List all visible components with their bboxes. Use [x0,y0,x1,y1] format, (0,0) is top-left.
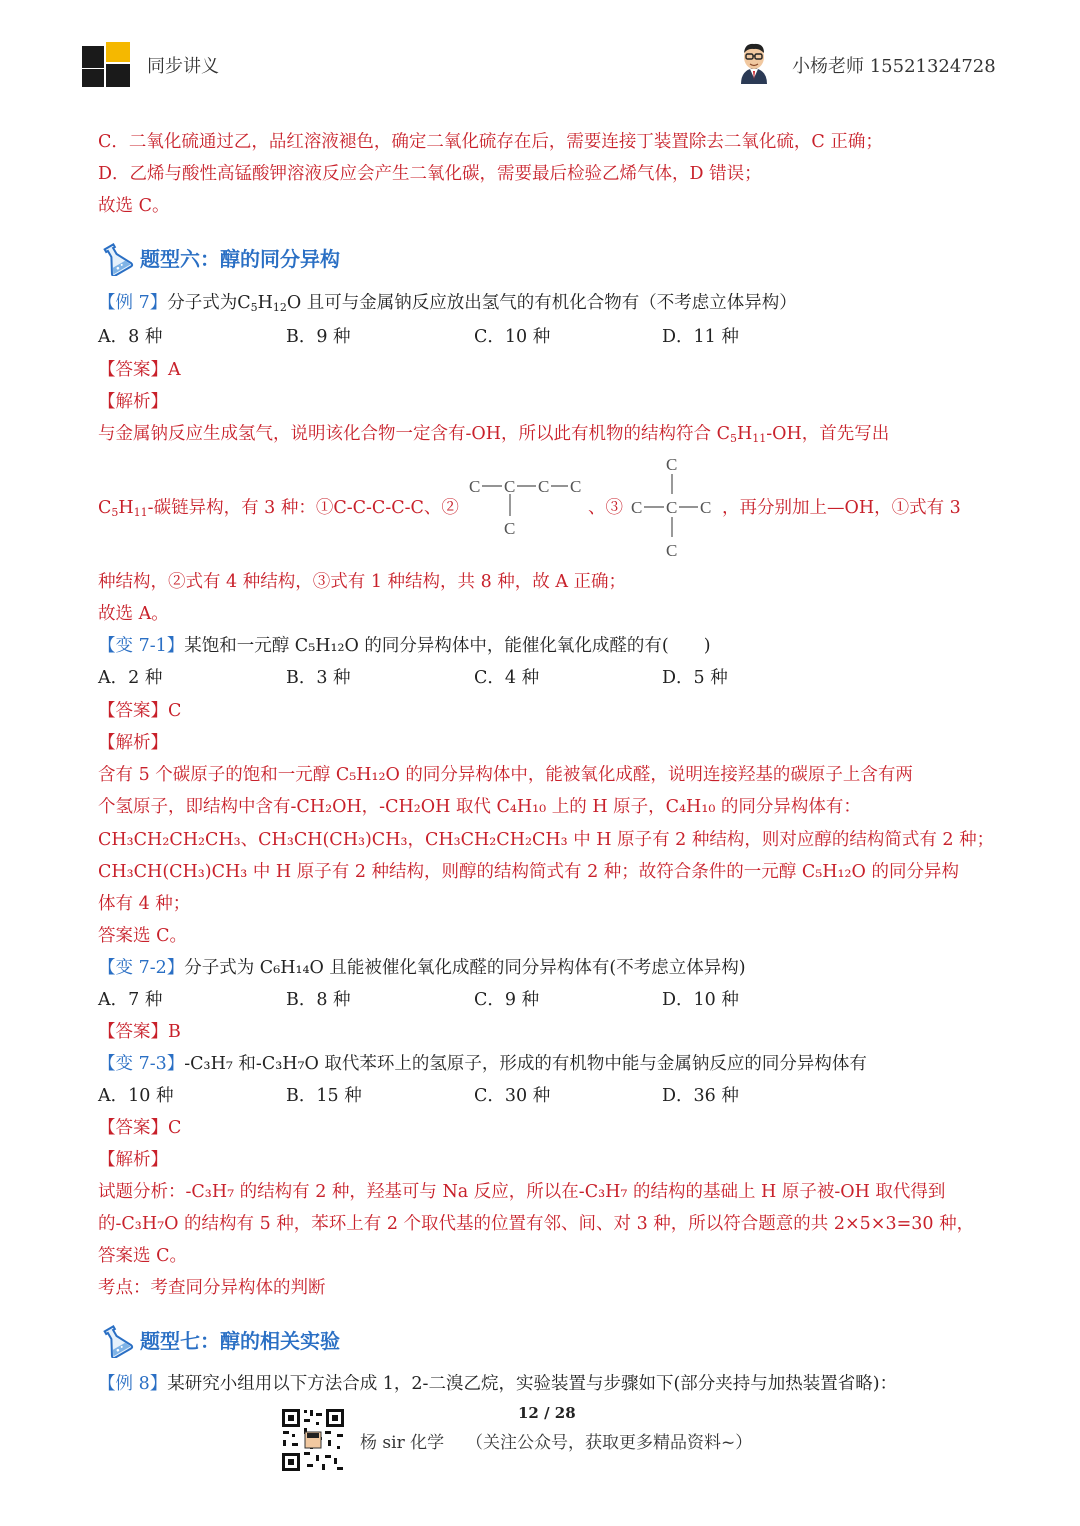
answer-tag: 【答案】 [98,360,168,380]
atom-c: C [666,498,678,517]
example-7-answer [98,358,181,382]
variant-7-1-answer [98,699,181,723]
option-b: B．15 种 [286,1086,362,1106]
variant-7-1-analysis-6: 答案选 C。 [98,926,187,946]
option-a: A．7 种 [98,990,163,1010]
variant-7-1-analysis-3: CH₃CH₂CH₂CH₃、CH₃CH(CH₃)CH₃，CH₃CH₂CH₂CH₃ 中 H 原子有 2 种结构，则对应醇的结构简式有 2 种； [98,830,995,850]
example-8-tag: 【例 8】 [98,1374,168,1394]
q-text: 分子式为C [167,293,251,313]
q-text: 某饱和一元醇 C₅H₁₂O 的同分异构体中，能催化氧化成醛的有( ) [184,636,711,656]
atom-c: C [666,541,678,560]
example-7-analysis-tag: 【解析】 [98,392,168,412]
example-7-analysis-1 [98,422,889,446]
atom-c: C [469,477,481,496]
option-d: D．11 种 [662,327,739,347]
option-a: A．8 种 [98,327,163,347]
variant-7-1-analysis-2: 个氢原子，即结构中含有-CH₂OH，-CH₂OH 取代 C₄H₁₀ 上的 H 原子，C₄H₁₀ 的同分异构体有： [98,797,861,817]
analysis-line-d: D．乙烯与酸性高锰酸钾溶液反应会产生二氧化碳，需要最后检验乙烯气体，D 错误； [98,164,762,184]
atom-c: C [570,477,582,496]
option-a: A．10 种 [98,1086,174,1106]
variant-7-3-analysis-1: 试题分析：-C₃H₇ 的结构有 2 种，羟基可与 Na 反应，所以在-C₃H₇ 的结构的基础上 H 原子被-OH 取代得到 [98,1182,946,1202]
carbon-chain-structure-3 [628,450,718,562]
option-d: D．36 种 [662,1086,739,1106]
footer-brand: 杨 sir 化学 [360,1433,445,1453]
sub: 12 [272,301,287,314]
q-text: -C₃H₇ 和-C₃H₇O 取代苯环上的氢原子，形成的有机物中能与金属钠反应的同分异构体有 [184,1054,867,1074]
example-8-question [98,1372,897,1396]
variant-7-1-analysis-1: 含有 5 个碳原子的饱和一元醇 C₅H₁₂O 的同分异构体中，能被氧化成醛，说明连接羟基的碳原子上含有两 [98,765,913,785]
text: C [98,498,112,518]
option-c: C．4 种 [474,668,540,688]
variant-7-3-answer [98,1116,181,1140]
text: H [736,424,753,444]
answer-value: C [168,1118,182,1138]
answer-value: A [168,360,181,380]
sub: 5 [111,506,119,519]
option-c: C．30 种 [474,1086,551,1106]
section-title-7: 题型七：醇的相关实验 [140,1329,340,1353]
q-text: 分子式为 C₆H₁₄O 且能被催化氧化成醛的同分异构体有(不考虑立体异构) [184,958,746,978]
variant-7-2-tag: 【变 7-2】 [98,958,185,978]
text: 与金属钠反应生成氢气，说明该化合物一定含有-OH，所以此有机物的结构符合 C [98,424,730,444]
teacher-avatar-icon [735,40,773,84]
answer-tag: 【答案】 [98,1022,168,1042]
option-a: A．2 种 [98,668,163,688]
answer-value: C [168,701,182,721]
brand-logo-icon [82,42,134,88]
atom-c: C [538,477,550,496]
variant-7-2-question [98,956,746,980]
atom-c: C [504,477,516,496]
text: -碳链异构，有 3 种：①C-C-C-C-C、② [147,498,459,518]
answer-tag: 【答案】 [98,1118,168,1138]
answer-tag: 【答案】 [98,701,168,721]
atom-c: C [666,455,678,474]
option-b: B．3 种 [286,668,351,688]
variant-7-1-tag: 【变 7-1】 [98,636,185,656]
variant-7-3-analysis-tag: 【解析】 [98,1150,168,1170]
atom-c: C [631,498,643,517]
example-7-analysis-3: 种结构，②式有 4 种结构，③式有 1 种结构，共 8 种，故 A 正确； [98,572,627,592]
option-c: C．9 种 [474,990,540,1010]
option-b: B．9 种 [286,327,351,347]
variant-7-3-analysis-2: 的-C₃H₇O 的结构有 5 种，苯环上有 2 个取代基的位置有邻、间、对 3 种，所以符合题意的共 2×5×3=30 种， [98,1214,975,1234]
option-b: B．8 种 [286,990,351,1010]
sub: 5 [250,301,258,314]
q-text: 某研究小组用以下方法合成 1，2-二溴乙烷，实验装置与步骤如下(部分夹持与加热装置省略)： [167,1374,898,1394]
analysis-choice: 故选 C。 [98,196,170,216]
variant-7-1-analysis-4: CH₃CH(CH₃)CH₃ 中 H 原子有 2 种结构，则醇的结构简式有 2 种；故符合条件的一元醇 C₅H₁₂O 的同分异构 [98,862,959,882]
carbon-chain-structure-2 [466,472,584,542]
answer-value: B [168,1022,181,1042]
qr-code-icon [280,1407,346,1473]
example-7-analysis-2b: 、③ [588,498,623,518]
header-title: 同步讲义 [147,56,219,77]
example-7-analysis-2a [98,496,459,520]
sub: 11 [133,506,148,519]
option-d: D．5 种 [662,668,728,688]
sub: 11 [752,432,767,445]
variant-7-1-question [98,634,711,658]
example-7-tag: 【例 7】 [98,293,168,313]
analysis-line-c: C．二氧化硫通过乙，品红溶液褪色，确定二氧化硫存在后，需要连接丁装置除去二氧化硫，C 正确； [98,132,883,152]
teacher-contact: 小杨老师 15521324728 [792,56,996,77]
variant-7-3-analysis-3: 答案选 C。 [98,1246,187,1266]
variant-7-3-tag: 【变 7-3】 [98,1054,185,1074]
sub: 5 [729,432,737,445]
variant-7-2-answer [98,1020,181,1044]
q-text: H [257,293,273,313]
variant-7-1-analysis-tag: 【解析】 [98,733,168,753]
atom-c: C [504,519,516,538]
variant-7-3-question [98,1052,867,1076]
atom-c: C [700,498,712,517]
example-7-analysis-2c: ，再分别加上—OH，①式有 3 [722,498,961,518]
flask-icon [98,242,134,276]
example-7-analysis-4: 故选 A。 [98,604,169,624]
option-d: D．10 种 [662,990,739,1010]
example-7-question [98,291,797,315]
flask-icon [98,1324,134,1358]
text: -OH，首先写出 [766,424,890,444]
option-c: C．10 种 [474,327,551,347]
variant-7-1-analysis-5: 体有 4 种； [98,894,191,914]
text: H [118,498,134,518]
q-text: O 且可与金属钠反应放出氢气的有机化合物有（不考虑立体异构） [286,293,797,313]
footer-slogan: （关注公众号，获取更多精品资料~） [466,1433,753,1453]
page-number: 12 / 28 [518,1404,576,1422]
section-title-6: 题型六：醇的同分异构 [140,247,340,271]
variant-7-3-analysis-4: 考点：考查同分异构体的判断 [98,1278,326,1298]
